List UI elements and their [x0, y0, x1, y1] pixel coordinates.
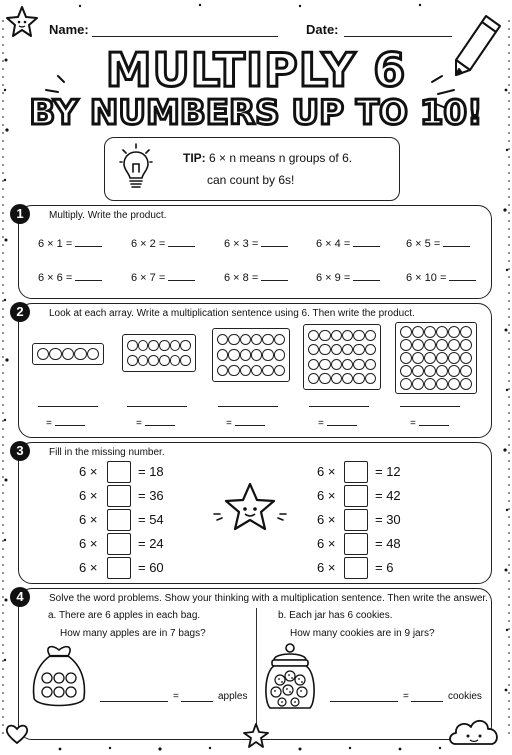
array-circle: [353, 330, 364, 341]
array-circle: [274, 365, 285, 376]
array-circle: [262, 365, 273, 376]
problem-a-label: a.: [48, 610, 57, 621]
array-circle: [228, 349, 239, 360]
sentence-line[interactable]: [309, 406, 369, 407]
equals-sign: =: [46, 418, 52, 429]
array-circle: [448, 352, 460, 364]
problem[interactable]: 6 × 3 =: [224, 237, 288, 250]
unit-apples: apples: [218, 691, 248, 702]
section-number: 1: [10, 204, 30, 224]
star-icon: [242, 722, 270, 750]
answer-box[interactable]: [107, 533, 131, 555]
answer-box[interactable]: [107, 461, 131, 483]
product-blank[interactable]: [327, 416, 357, 426]
answer-box[interactable]: [344, 533, 368, 555]
sentence-line[interactable]: [127, 406, 187, 407]
section-instruction: Look at each array. Write a multiplication sentence using 6. Then write the product.: [49, 308, 415, 319]
array-circle: [319, 359, 330, 370]
array-circle: [331, 330, 342, 341]
sentence-line[interactable]: [38, 406, 98, 407]
cloud-icon: [446, 712, 502, 750]
array-circle: [460, 365, 472, 377]
array-circle: [49, 348, 61, 360]
lightbulb-icon: [119, 142, 153, 196]
array-circle: [180, 355, 191, 366]
product-blank[interactable]: [235, 416, 265, 426]
problem[interactable]: 6 × 2 =: [131, 237, 195, 250]
array-circle: [353, 359, 364, 370]
answer-box[interactable]: [344, 557, 368, 579]
answer-box[interactable]: [107, 557, 131, 579]
array-circle: [460, 378, 472, 390]
answer-line-b[interactable]: [411, 701, 443, 702]
array-circle: [240, 349, 251, 360]
array-circle: [365, 359, 376, 370]
equals-sign: =: [410, 418, 416, 429]
array-circle: [74, 348, 86, 360]
problem-b-label: b.: [278, 610, 287, 621]
array-circle: [424, 378, 436, 390]
section-1: [18, 205, 492, 299]
tip-line1: 6 × n means n groups of 6.: [209, 151, 353, 165]
problem-a-line2: How many apples are in 7 bags?: [60, 628, 206, 639]
unit-cookies: cookies: [448, 691, 482, 702]
array-circle: [138, 355, 149, 366]
problem-b-line2: How many cookies are in 9 jars?: [290, 628, 435, 639]
problem[interactable]: 6 × 4 =: [316, 237, 380, 250]
date-label: Date:: [306, 22, 339, 37]
array-circle: [412, 378, 424, 390]
answer-box[interactable]: [107, 485, 131, 507]
array-circle: [228, 365, 239, 376]
array-circle: [262, 349, 273, 360]
array-circle: [170, 340, 181, 351]
star-icon: [4, 4, 40, 40]
array-circle: [170, 355, 181, 366]
array-circle: [138, 340, 149, 351]
array-circle: [217, 349, 228, 360]
section-number: 3: [10, 441, 30, 461]
sentence-line[interactable]: [218, 406, 278, 407]
answer-box[interactable]: [344, 461, 368, 483]
array-circle: [127, 340, 138, 351]
answer-box[interactable]: [344, 485, 368, 507]
array-circle: [460, 352, 472, 364]
array-circle: [331, 359, 342, 370]
heart-icon: [4, 722, 30, 746]
product-blank[interactable]: [419, 416, 449, 426]
sentence-line-a[interactable]: [100, 701, 168, 702]
problem[interactable]: 6 × 1 =: [38, 237, 102, 250]
array-circle: [262, 334, 273, 345]
section-instruction: Solve the word problems. Show your thinking with a multiplication sentence. Then write the answer.: [49, 593, 488, 604]
sentence-line-b[interactable]: [330, 701, 398, 702]
problem-a-line1: There are 6 apples in each bag.: [58, 610, 201, 621]
equals-sign: =: [136, 418, 142, 429]
problem[interactable]: 6 × 10 =: [406, 271, 476, 284]
equals-sign: =: [318, 418, 324, 429]
answer-line-a[interactable]: [181, 701, 213, 702]
problem[interactable]: 6 × 9 =: [316, 271, 380, 284]
array-circle: [148, 355, 159, 366]
tip-box: [104, 137, 400, 201]
array-circle: [319, 330, 330, 341]
array-circle: [148, 340, 159, 351]
divider: [256, 608, 257, 730]
array-circle: [251, 349, 262, 360]
array-circle: [365, 330, 376, 341]
array-circle: [159, 340, 170, 351]
array-circle: [240, 365, 251, 376]
page-title: MULTIPLY 6: [105, 43, 407, 97]
name-field[interactable]: [92, 36, 278, 37]
array-circle: [412, 352, 424, 364]
section-instruction: Multiply. Write the product.: [49, 210, 167, 221]
sentence-line[interactable]: [400, 406, 460, 407]
array-circle: [424, 365, 436, 377]
array-circle: [127, 355, 138, 366]
tip-line2: can count by 6s!: [207, 173, 295, 187]
tip-label: TIP:: [183, 151, 206, 165]
array-circle: [228, 334, 239, 345]
array-circle: [448, 378, 460, 390]
page-subtitle: BY NUMBERS UP TO 10!: [29, 93, 483, 133]
equals-sign: =: [226, 418, 232, 429]
array-circle: [159, 355, 170, 366]
product-blank[interactable]: [55, 416, 85, 426]
problem[interactable]: 6 × 6 =: [38, 271, 102, 284]
problem[interactable]: 6 × 5 =: [406, 237, 470, 250]
array-circle: [424, 352, 436, 364]
array-circle: [319, 373, 330, 384]
array-circle: [180, 340, 191, 351]
array-circle: [87, 348, 99, 360]
date-field[interactable]: [344, 36, 452, 37]
array-circle: [436, 352, 448, 364]
section-number: 2: [10, 302, 30, 322]
product-blank[interactable]: [145, 416, 175, 426]
name-label: Name:: [49, 22, 89, 37]
answer-box[interactable]: [344, 509, 368, 531]
section-number: 4: [10, 587, 30, 607]
section-instruction: Fill in the missing number.: [49, 447, 165, 458]
array-circle: [436, 365, 448, 377]
array-circle: [448, 365, 460, 377]
apple-bag-icon: [30, 642, 88, 712]
answer-box[interactable]: [107, 509, 131, 531]
equals-sign: =: [403, 691, 409, 702]
star-icon: [210, 480, 290, 542]
cookie-jar-icon: [262, 642, 318, 714]
array-circle: [353, 373, 364, 384]
array-circle: [274, 349, 285, 360]
array-circle: [412, 365, 424, 377]
problem-b-line1: Each jar has 6 cookies.: [289, 610, 393, 621]
problem[interactable]: 6 × 8 =: [224, 271, 288, 284]
problem[interactable]: 6 × 7 =: [131, 271, 195, 284]
array-circle: [319, 344, 330, 355]
array-circle: [436, 378, 448, 390]
equals-sign: =: [173, 691, 179, 702]
array-circle: [400, 378, 412, 390]
array-circle: [400, 352, 412, 364]
array-circle: [353, 344, 364, 355]
array-circle: [400, 365, 412, 377]
